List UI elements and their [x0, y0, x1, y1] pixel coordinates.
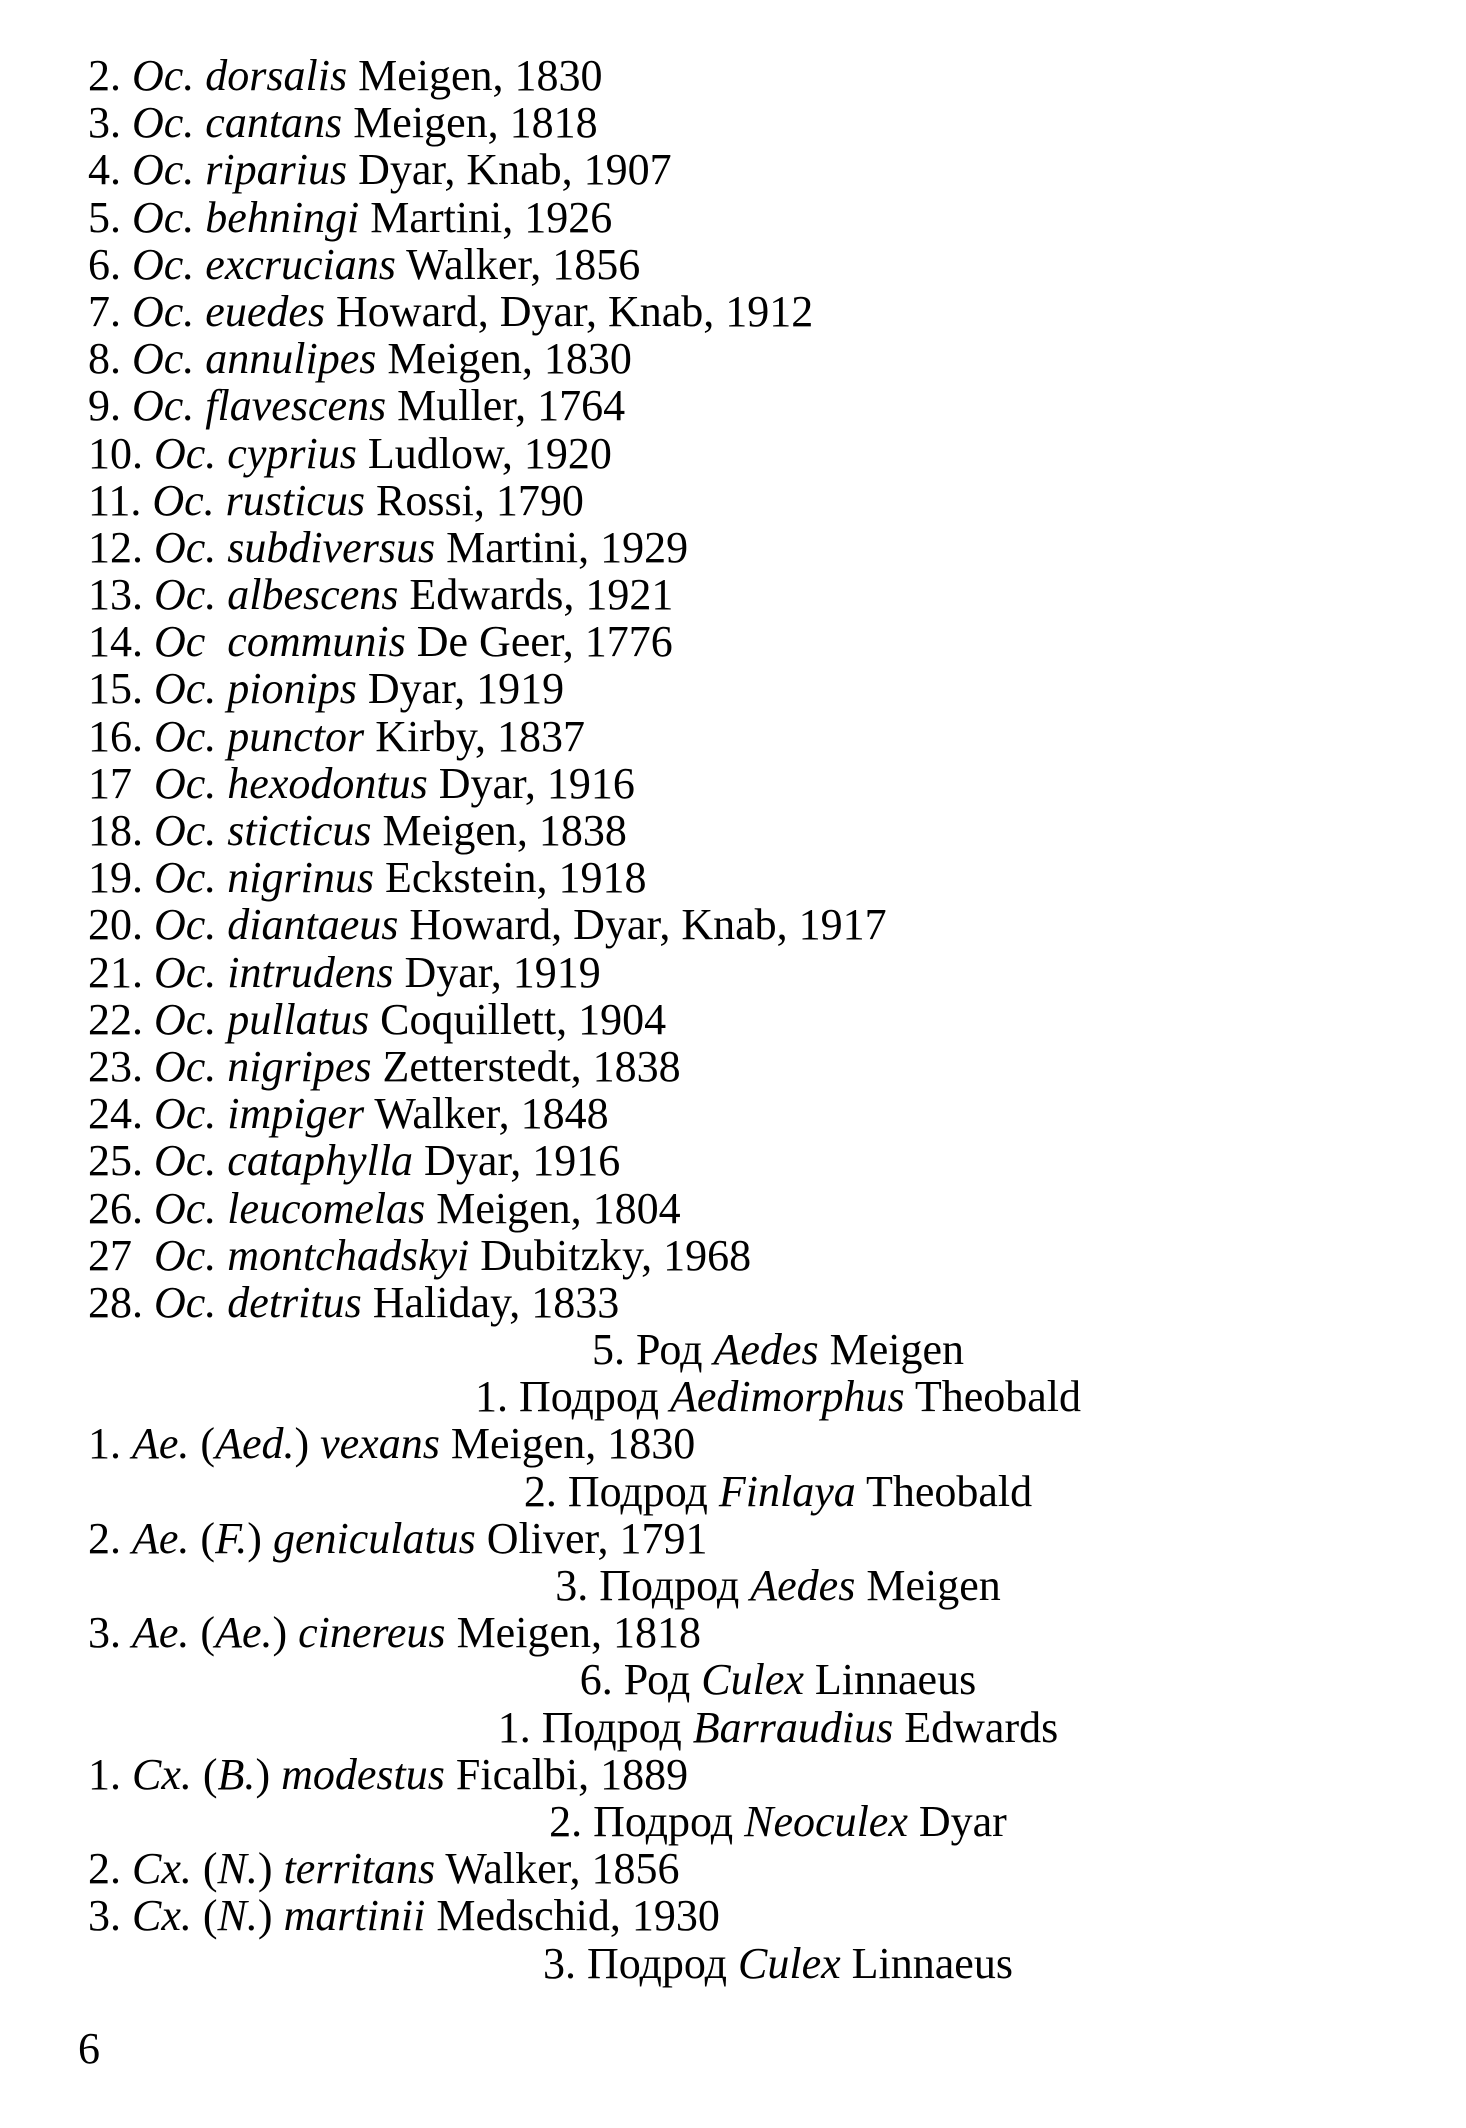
- entry-text: 6.: [88, 239, 132, 289]
- entry-text: Dyar, 1919: [356, 664, 565, 714]
- taxon-name: modestus: [281, 1749, 445, 1799]
- species-entry: [88, 288, 1378, 335]
- taxon-heading: [88, 1562, 1378, 1609]
- species-entry: [88, 665, 1378, 712]
- taxon-name: Oc. nigrinus: [154, 853, 374, 903]
- entry-text: Linnaeus: [840, 1938, 1013, 1988]
- entry-text: ): [257, 1891, 284, 1941]
- entry-text: Edwards, 1921: [398, 570, 674, 620]
- taxon-name: cinereus: [298, 1608, 446, 1658]
- entry-text: 3. Подрод: [555, 1561, 751, 1610]
- species-entry: [88, 1892, 1378, 1939]
- entry-text: 5. Род: [592, 1325, 714, 1375]
- entry-text: 3.: [88, 98, 132, 148]
- entry-text: 8.: [88, 334, 132, 384]
- taxon-name: Oc. cyprius: [154, 428, 357, 478]
- species-entry: [88, 1609, 1378, 1656]
- entry-text: Walker, 1856: [435, 1844, 680, 1894]
- taxon-name: Cx.: [132, 1749, 192, 1799]
- taxon-name: geniculatus: [272, 1513, 476, 1563]
- species-entry: [88, 1043, 1378, 1090]
- entry-text: Meigen, 1818: [342, 98, 598, 148]
- entry-text: 12.: [88, 522, 154, 572]
- taxon-name: Oc. riparius: [132, 145, 348, 195]
- taxon-name: Oc. montchadskyi: [154, 1230, 470, 1280]
- entry-text: 14.: [88, 617, 154, 667]
- species-entry: [88, 477, 1378, 524]
- entry-text: (: [191, 1749, 218, 1799]
- taxon-name: Aedes: [713, 1325, 819, 1375]
- species-entry: [88, 713, 1378, 760]
- entry-text: 2.: [88, 51, 132, 100]
- taxon-name: Oc. euedes: [132, 286, 326, 336]
- entry-text: 24.: [88, 1089, 154, 1139]
- entry-text: Dyar, 1916: [427, 758, 635, 808]
- species-entry: [88, 430, 1378, 477]
- entry-text: 25.: [88, 1136, 154, 1186]
- species-entry: [88, 807, 1378, 854]
- entry-text: 19.: [88, 853, 154, 903]
- species-list: [88, 52, 1378, 1987]
- entry-text: Meigen, 1818: [445, 1608, 701, 1658]
- species-entry: [88, 1090, 1378, 1137]
- entry-text: 2.: [88, 1844, 132, 1894]
- entry-text: 1. Подрод: [497, 1702, 693, 1752]
- taxon-heading: [88, 1373, 1378, 1420]
- taxon-name: Oc. diantaeus: [154, 900, 399, 950]
- entry-text: ): [257, 1844, 284, 1894]
- species-entry: [88, 618, 1378, 665]
- entry-text: Dyar: [907, 1796, 1007, 1846]
- species-entry: [88, 99, 1378, 146]
- taxon-name: Oc. impiger: [154, 1089, 365, 1139]
- taxon-name: martinii: [283, 1891, 426, 1941]
- taxon-heading: [88, 1940, 1378, 1987]
- entry-text: 16.: [88, 711, 154, 761]
- taxon-name: Neoculex: [744, 1796, 908, 1846]
- taxon-name: Oc. nigripes: [154, 1041, 372, 1091]
- taxon-name: Oc. excrucians: [132, 239, 396, 289]
- entry-text: Howard, Dyar, Knab, 1917: [398, 900, 887, 950]
- entry-text: 15.: [88, 664, 154, 714]
- species-entry: [88, 949, 1378, 996]
- taxon-name: B.: [217, 1749, 256, 1799]
- taxon-name: Oc. detritus: [154, 1277, 362, 1327]
- entry-text: Dyar, 1919: [393, 947, 601, 997]
- entry-text: 2. Подрод: [523, 1466, 719, 1516]
- species-entry: [88, 146, 1378, 193]
- taxon-name: Cx.: [132, 1891, 192, 1941]
- taxon-name: Aedimorphus: [669, 1372, 905, 1422]
- entry-text: 26.: [88, 1183, 154, 1233]
- page-number: 6: [78, 2024, 100, 2073]
- taxon-name: Oc. hexodontus: [154, 758, 428, 808]
- entry-text: 2. Подрод: [549, 1796, 745, 1846]
- taxon-name: Ae.: [215, 1608, 273, 1658]
- entry-text: 6. Род: [579, 1655, 702, 1705]
- entry-text: 10.: [88, 428, 154, 478]
- taxon-name: Oc. dorsalis: [132, 51, 348, 100]
- species-entry: [88, 1232, 1378, 1279]
- entry-text: Walker, 1856: [395, 239, 641, 289]
- entry-text: Dyar, 1916: [413, 1136, 621, 1186]
- taxon-name: Culex: [701, 1655, 804, 1705]
- species-entry: [88, 52, 1378, 99]
- entry-text: 1. Подрод: [474, 1372, 670, 1422]
- entry-text: Meigen, 1838: [371, 806, 627, 855]
- species-entry: [88, 1279, 1378, 1326]
- taxon-heading: [88, 1704, 1378, 1751]
- taxon-name: vexans: [320, 1419, 440, 1469]
- entry-text: Rossi, 1790: [365, 475, 584, 525]
- entry-text: 21.: [88, 947, 154, 997]
- species-entry: [88, 1420, 1378, 1467]
- entry-text: (: [191, 1844, 218, 1894]
- taxon-name: Oc. intrudens: [154, 947, 394, 997]
- species-entry: [88, 382, 1378, 429]
- entry-text: Theobald: [855, 1466, 1033, 1516]
- entry-text: Meigen: [818, 1325, 964, 1375]
- species-entry: [88, 901, 1378, 948]
- entry-text: 18.: [88, 806, 154, 855]
- entry-text: Eckstein, 1918: [374, 853, 647, 903]
- taxon-name: N.: [217, 1891, 258, 1941]
- entry-text: 1.: [88, 1419, 132, 1469]
- entry-text: Zetterstedt, 1838: [371, 1041, 681, 1091]
- taxon-name: Barraudius: [692, 1702, 894, 1752]
- entry-text: ): [255, 1749, 282, 1799]
- taxon-heading: [88, 1656, 1378, 1703]
- entry-text: Meigen, 1830: [439, 1419, 696, 1469]
- species-entry: [88, 996, 1378, 1043]
- entry-text: 28.: [88, 1277, 154, 1327]
- entry-text: 5.: [88, 192, 132, 242]
- taxon-name: Oc. pionips: [154, 664, 357, 714]
- entry-text: 22.: [88, 994, 154, 1044]
- entry-text: Meigen, 1830: [347, 51, 603, 100]
- species-entry: [88, 1137, 1378, 1184]
- taxon-name: Oc. cataphylla: [154, 1136, 414, 1186]
- entry-text: Linnaeus: [803, 1655, 977, 1705]
- species-entry: [88, 335, 1378, 382]
- entry-text: 4.: [88, 145, 132, 195]
- taxon-heading: [88, 1326, 1378, 1373]
- entry-text: ): [272, 1608, 299, 1658]
- entry-text: Muller, 1764: [386, 381, 626, 431]
- entry-text: Howard, Dyar, Knab, 1912: [325, 286, 814, 336]
- entry-text: ): [247, 1513, 273, 1563]
- entry-text: Meigen, 1804: [425, 1183, 681, 1233]
- entry-text: Theobald: [904, 1372, 1082, 1422]
- entry-text: Oliver, 1791: [475, 1513, 708, 1563]
- entry-text: 23.: [88, 1041, 154, 1091]
- taxon-name: Oc. pullatus: [154, 994, 370, 1044]
- species-entry: [88, 194, 1378, 241]
- species-entry: [88, 854, 1378, 901]
- taxon-name: Cx.: [132, 1844, 192, 1894]
- entry-text: Haliday, 1833: [361, 1277, 620, 1327]
- taxon-name: Oc. sticticus: [154, 806, 372, 855]
- entry-text: Martini, 1929: [435, 522, 689, 572]
- species-entry: [88, 571, 1378, 618]
- entry-text: Walker, 1848: [364, 1089, 609, 1139]
- entry-text: 2.: [88, 1513, 132, 1563]
- entry-text: Dubitzky, 1968: [469, 1230, 752, 1280]
- taxon-name: territans: [283, 1844, 436, 1894]
- entry-text: 3.: [88, 1608, 132, 1658]
- entry-text: (: [189, 1608, 216, 1658]
- entry-text: 9.: [88, 381, 132, 431]
- taxon-name: F.: [215, 1513, 248, 1563]
- entry-text: 13.: [88, 570, 154, 620]
- entry-text: 20.: [88, 900, 154, 950]
- entry-text: 17: [88, 758, 154, 808]
- taxon-name: Ae.: [132, 1513, 190, 1563]
- entry-text: Medschid, 1930: [425, 1891, 720, 1941]
- entry-text: 11.: [88, 475, 153, 525]
- taxon-name: Culex: [738, 1938, 841, 1988]
- species-entry: [88, 241, 1378, 288]
- entry-text: 27: [88, 1230, 154, 1280]
- taxon-name: Oc. leucomelas: [154, 1183, 426, 1233]
- species-entry: [88, 1185, 1378, 1232]
- entry-text: (: [189, 1419, 216, 1469]
- taxon-name: Oc. subdiversus: [154, 522, 436, 572]
- taxon-name: Ae.: [132, 1419, 190, 1469]
- entry-text: Martini, 1926: [359, 192, 613, 242]
- taxon-name: Finlaya: [718, 1466, 856, 1516]
- taxon-name: Oc. behningi: [132, 192, 360, 242]
- entry-text: Meigen, 1830: [376, 334, 632, 384]
- taxon-name: Oc. annulipes: [132, 334, 377, 384]
- species-entry: [88, 524, 1378, 571]
- entry-text: De Geer, 1776: [405, 617, 673, 667]
- taxon-heading: [88, 1798, 1378, 1845]
- taxon-name: Oc. rusticus: [152, 475, 366, 525]
- entry-text: Coquillett, 1904: [369, 994, 667, 1044]
- taxon-name: Oc communis: [154, 617, 406, 667]
- taxon-heading: [88, 1468, 1378, 1515]
- entry-text: 3. Подрод: [543, 1938, 739, 1988]
- taxon-name: Oc. punctor: [154, 711, 365, 761]
- taxon-name: N.: [217, 1844, 258, 1894]
- entry-text: 3.: [88, 1891, 132, 1941]
- entry-text: 1.: [88, 1749, 132, 1799]
- entry-text: 7.: [88, 286, 132, 336]
- entry-text: ): [294, 1419, 321, 1469]
- taxon-name: Aed.: [215, 1419, 295, 1469]
- taxon-name: Ae.: [132, 1608, 190, 1658]
- entry-text: (: [191, 1891, 218, 1941]
- taxon-name: Oc. flavescens: [132, 381, 387, 431]
- taxon-name: Oc. cantans: [132, 98, 343, 148]
- species-entry: [88, 1845, 1378, 1892]
- entry-text: Edwards: [893, 1702, 1059, 1752]
- taxon-name: Oc. albescens: [154, 570, 399, 620]
- species-entry: [88, 1751, 1378, 1798]
- taxon-name: Aedes: [750, 1561, 856, 1610]
- species-entry: [88, 1515, 1378, 1562]
- entry-text: Kirby, 1837: [364, 711, 585, 761]
- entry-text: (: [189, 1513, 216, 1563]
- entry-text: Ludlow, 1920: [356, 428, 612, 478]
- entry-text: Meigen: [855, 1561, 1001, 1610]
- entry-text: Ficalbi, 1889: [444, 1749, 689, 1799]
- species-entry: [88, 760, 1378, 807]
- entry-text: Dyar, Knab, 1907: [347, 145, 672, 195]
